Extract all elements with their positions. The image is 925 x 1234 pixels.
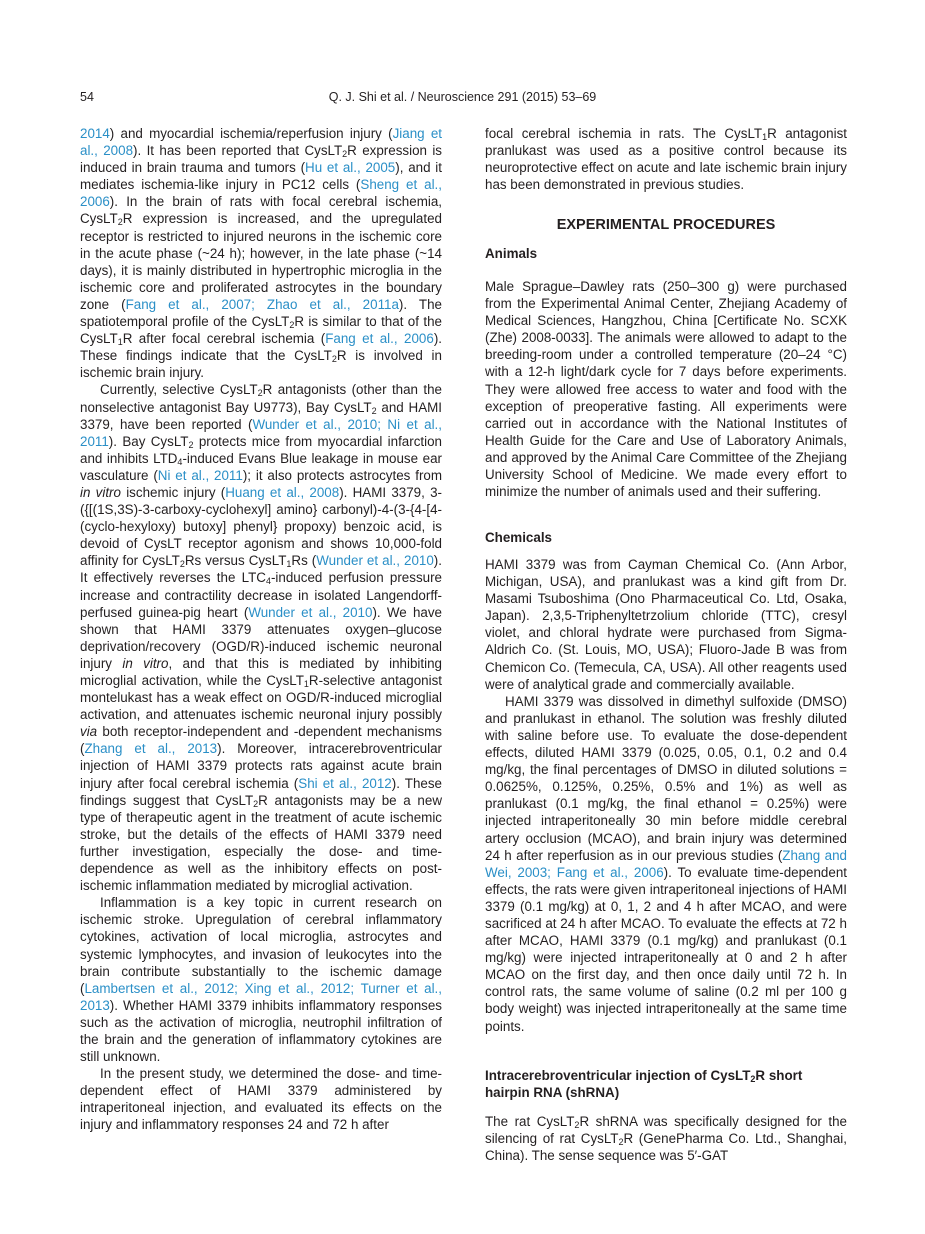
subscript: 2 [188, 439, 194, 450]
animals-heading: Animals [485, 246, 538, 261]
paragraph [485, 556, 847, 693]
paragraph [80, 894, 442, 1065]
citation-link[interactable]: Wunder et al., 2010 [316, 553, 434, 569]
text-run: R-selective antagonist montelukast has a weak effect on OGD/R-induced microglial activation, and attenuates ischemic neuronal injury possibly [80, 673, 443, 723]
text-run: both receptor-independent and -dependent mechanisms ( [80, 724, 442, 757]
text-run: R shRNA was specifically designed for the silencing of rat CysLT [485, 1114, 847, 1147]
subscript: 4 [265, 576, 271, 587]
subscript: 2 [257, 388, 263, 399]
paragraph [485, 278, 847, 500]
text-run: ). Whether HAMI 3379 inhibits inflammatory responses such as the activation of microglia, neutrophil infiltration of the brain and the generation of inflammatory cytokines are still unknown. [80, 997, 442, 1065]
citation-link[interactable]: Ni et al., 2011 [157, 467, 243, 483]
citation-link[interactable]: Wunder et al., 2010; Ni et al., 2011 [80, 416, 442, 449]
text-run: ). These findings suggest that CysLT [80, 775, 443, 808]
subscript: 1 [303, 679, 309, 689]
shrna-heading [485, 1067, 847, 1101]
chemicals-heading: Chemicals [485, 530, 552, 545]
animals-body [485, 278, 847, 500]
text-run: R expression is increased, and the upregulated receptor is restricted to injured neurons in the ischemic core in the acute phase (~24 h); however, in the late phase (~14 days), it is mainly distributed in hypertrophic microglia in the ischemic core and proliferated astrocytes in the boundary zone ( [80, 211, 442, 312]
subscript: 2 [342, 149, 348, 160]
citation-link[interactable]: Lambertsen et al., 2012; Xing et al., 2012; Turner et al., 2013 [80, 980, 442, 1013]
text-run: and HAMI 3379, have been reported ( [80, 399, 442, 432]
chemicals-body [485, 556, 847, 1035]
page-number: 54 [80, 90, 94, 104]
text-run: focal cerebral ischemia in rats. The CysLT [485, 126, 763, 141]
citation-link[interactable]: Huang et al., 2008 [225, 484, 340, 500]
text-run: ). These findings indicate that the CysLT [80, 331, 442, 364]
citation-link[interactable]: Hu et al., 2005 [305, 160, 396, 176]
subscript: 2 [371, 405, 377, 416]
text-run: Intracerebroventricular injection of CysLT [485, 1068, 751, 1083]
citation-link[interactable]: Zhang et al., 2013 [84, 741, 218, 757]
citation-link[interactable]: Shi et al., 2012 [298, 775, 392, 791]
text-run: ). It has been reported that CysLT [133, 143, 343, 159]
shrna-body [485, 1113, 847, 1164]
italic-text: via [80, 724, 98, 740]
italic-text: in vitro [122, 655, 169, 671]
subscript: 1 [286, 559, 292, 570]
text-run: HAMI 3379 was from Cayman Chemical Co. (Ann Arbor, Michigan, USA), and pranlukast was a kind gift from Dr. Masami Tsuboshima (Ono Pharmaceutical Co. Ltd, Osaka, Japan). 2,3,5-Triphenyltetrzolium chloride (TTC), cresyl violet, and chloral hydrate were purchased from Sigma-Aldrich Co. (St. Louis, MO, USA); Fluoro-Jade B was from Chemicon Co. (Temecula, CA, USA). All other reagents used were of analytical grade and commercially available. [485, 557, 847, 692]
text-run: HAMI 3379 was dissolved in dimethyl sulfoxide (DMSO) and pranlukast in ethanol. The solution was freshly diluted with saline before use. To evaluate the dose-dependent effects, diluted HAMI 3379 (0.025, 0.05, 0.1, 0.2 and 0.4 mg/kg, the final percentages of DMSO in diluted solutions = 0.0625%, 0.125%, 0.25%, 0.5% and 1%) as well as pranlukast (0.1 mg/kg, the final ethanol = 0.25%) were injected intraperitoneally 30 min before middle cerebral artery occlusion (MCAO), and brain injury was determined 24 h after reperfusion as in our previous studies ( [485, 693, 847, 863]
italic-text: in vitro [80, 484, 121, 500]
text-run: ). To evaluate time-dependent effects, the rats were given intraperitoneal injections of HAMI 3379 (0.1 mg/kg) at 0, 1, 2 and 4 h after MCAO, and were sacrificed at 24 h after MCAO. To evaluate the effects at 72 h after MCAO, HAMI 3379 (0.1 mg/kg) and pranlukast (0.1 mg/kg) were injected intraperitoneally at 0 and 2 h after MCAO on the first day, and then once daily until 72 h. In control rats, the same volume of saline (0.2 ml per 100 g body weight) was injected intraperitoneally at the same time points. [485, 864, 847, 1034]
paragraph [485, 1113, 847, 1164]
subscript: 1 [762, 132, 768, 142]
text-run: R is involved in ischemic brain injury. [80, 348, 442, 381]
citation-link[interactable]: Sheng et al., 2006 [80, 177, 442, 210]
text-run: ischemic injury ( [120, 484, 226, 500]
subscript: 2 [331, 354, 337, 365]
text-run: , and that this is mediated by inhibiting microglial activation, while the CysLT [80, 655, 442, 688]
text-run: R antagonists (other than the nonselective antagonist Bay U9773), Bay CysLT [80, 382, 443, 415]
text-run: R expression is induced in brain trauma and tumors ( [80, 143, 443, 176]
text-run: ) and myocardial ischemia/reperfusion injury ( [109, 126, 393, 141]
citation-link[interactable]: Jiang et al., 2008 [80, 126, 443, 159]
text-run: R antagonist pranlukast was used as a positive control because its neuroprotective effect on acute and late ischemic brain injury has been demonstrated in previous studies. [485, 126, 848, 193]
text-run: Rs ( [291, 553, 317, 569]
text-run: Male Sprague–Dawley rats (250–300 g) were purchased from the Experimental Animal Center, Zhejiang Academy of Medical Sciences, Hangzhou, China [Certificate No. SCXK (Zhe) 2008-0033]. The animals were allowed to adapt to the breeding-room under a controlled temperature (20–24 °C) with a 12-h light/dark cycle for 7 days before experiments. They were allowed free access to water and food with the exception of preoperative fasting. All experiments were carried out in accordance with the National Institutes of Health Guide for the Care and Use of Laboratory Animals, and approved by the Animal Care Committee of the Zhejiang University School of Medicine. We made every effort to minimize the number of animals used and their suffering. [485, 279, 847, 500]
subscript: 2 [618, 1137, 624, 1148]
text-run: -induced perfusion pressure increase and contractility decrease in isolated Langendorff-perfused guinea-pig heart ( [80, 570, 442, 620]
subscript: 4 [177, 456, 183, 467]
paragraph [485, 693, 847, 1035]
text-run: Currently, selective CysLT [100, 382, 258, 398]
text-run: R after focal cerebral ischemia ( [122, 331, 326, 347]
paragraph [80, 125, 442, 381]
text-run: In the present study, we determined the dose- and time-dependent effect of HAMI 3379 administered by intraperitoneal injection, and evaluated its effects on the injury and inflammatory responses 24 and 72 h after [80, 1066, 442, 1133]
text-run: protects mice from myocardial infarction and inhibits LTD [80, 433, 442, 466]
text-run: R (GenePharma Co. Ltd., Shanghai, China). The sense sequence was 5′-GAT [485, 1131, 847, 1164]
text-run: ). HAMI 3379, 3-({[(1S,3S)-3-carboxy-cyclohexyl] amino} carbonyl)-4-(3-{4-[4-(cyclo-hexyloxy) butoxy] phenyl} propoxy) benzoic acid, is devoid of CysLT receptor agonism and shows 10,000-fold affinity for CysLT [80, 484, 442, 569]
citation-link[interactable]: Fang et al., 2007; Zhao et al., 2011a [125, 296, 399, 312]
citation-link[interactable]: Fang et al., 2006 [325, 331, 434, 347]
paragraph [80, 381, 442, 894]
subscript: 2 [117, 217, 123, 228]
subscript: 1 [117, 337, 123, 348]
subscript: 2 [574, 1120, 580, 1130]
running-head: Q. J. Shi et al. / Neuroscience 291 (2015) 53–69 [328, 90, 597, 104]
text-run: The rat CysLT [485, 1114, 575, 1129]
citation-link[interactable]: 2014 [80, 126, 110, 141]
right-column-intro [485, 125, 847, 193]
text-run: ). Moreover, intracerebroventricular injection of HAMI 3379 protects rats against acute brain injury after focal cerebral ischemia ( [80, 741, 442, 791]
citation-link[interactable]: Zhang and Wei, 2003; Fang et al., 2006 [485, 847, 848, 880]
subscript: 2 [179, 559, 185, 570]
subscript: 2 [289, 320, 295, 331]
text-run: R is similar to that of the CysLT [80, 314, 442, 347]
text-run: R short hairpin RNA (shRNA) [485, 1068, 803, 1100]
subscript: 2 [750, 1074, 756, 1084]
text-run: Rs versus CysLT [184, 553, 287, 569]
paragraph [485, 125, 847, 193]
text-run: ). We have shown that HAMI 3379 attenuates oxygen–glucose deprivation/recovery (OGD/R)-induced ischemic neuronal injury [80, 604, 442, 671]
text-run: Inflammation is a key topic in current research on ischemic stroke. Upregulation of cerebral inflammatory cytokines, activation of local microglia, astrocytes and systemic lymphocytes, and invasion of leukocytes into the brain contribute substantially to the ischemic damage ( [80, 895, 442, 996]
text-run: ). It effectively reverses the LTC [80, 553, 442, 586]
text-run: ). In the brain of rats with focal cerebral ischemia, CysLT [80, 194, 442, 227]
section-title: EXPERIMENTAL PROCEDURES [556, 217, 776, 233]
text-run: -induced Evans Blue leakage in mouse ear vasculature ( [80, 450, 442, 483]
subscript: 2 [253, 798, 259, 809]
text-run: ). Bay CysLT [108, 433, 189, 449]
text-run: ); it also protects astrocytes from [242, 467, 442, 483]
left-column [80, 125, 442, 1134]
text-run: ), and it mediates ischemia-like injury in PC12 cells ( [80, 160, 442, 193]
text-run: R antagonists may be a new type of therapeutic agent in the treatment of acute ischemic stroke, but the details of the effects of HAMI 3379 need further investigation, especially the dose- and time-dependence as well as the inhibitory effects on post-ischemic inflammation mediated by microglial activation. [80, 792, 442, 894]
text-run: ). The spatiotemporal profile of the CysLT [80, 296, 443, 330]
paragraph [80, 1065, 442, 1133]
citation-link[interactable]: Wunder et al., 2010 [248, 604, 373, 620]
